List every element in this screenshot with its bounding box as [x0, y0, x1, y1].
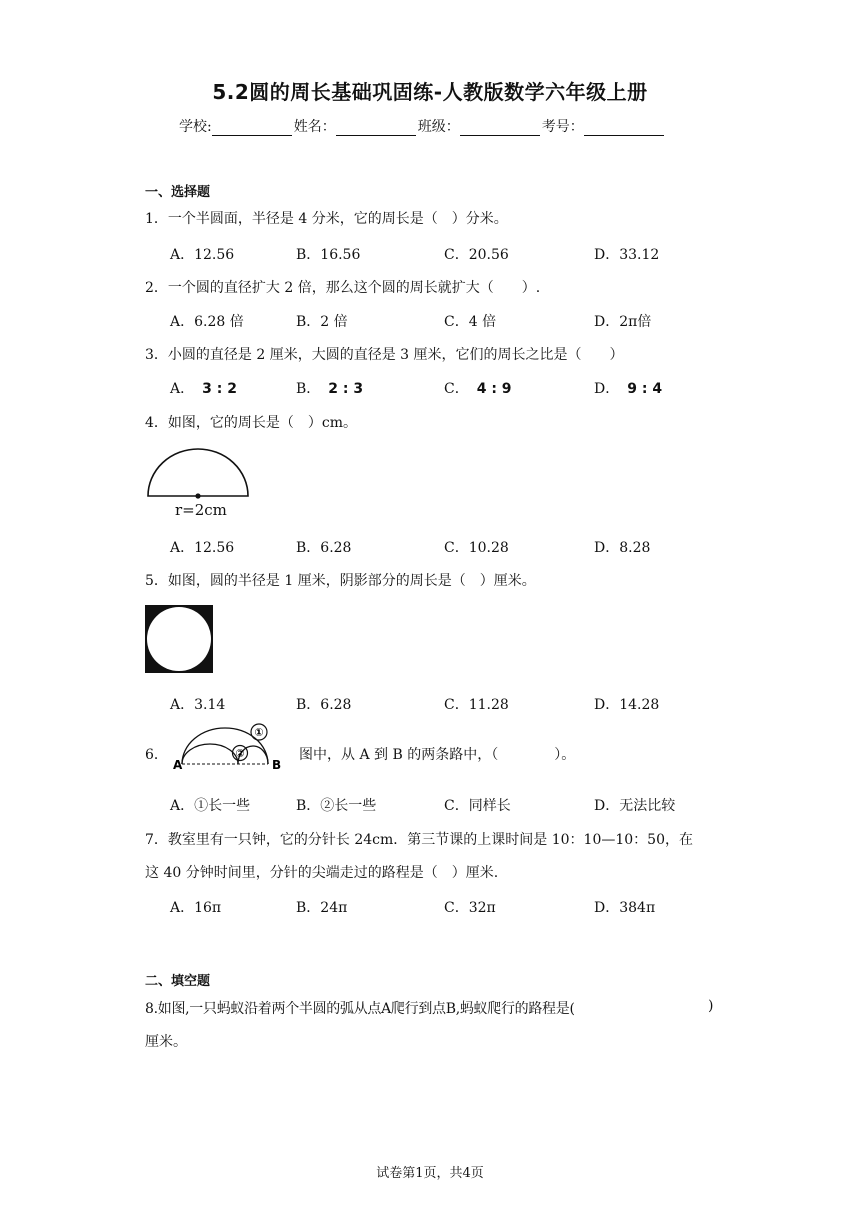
- q3-ratio-d: 9 : 4: [627, 381, 663, 397]
- figure-path1-label: ①: [254, 726, 264, 739]
- question-5: 5．如图，圆的半径是 1 厘米，阴影部分的周长是（ ）厘米。: [145, 573, 536, 589]
- q4-option-c: C．10.28: [444, 540, 509, 556]
- q6-option-c: C．同样长: [444, 798, 511, 814]
- q6-option-b: B．②长一些: [296, 798, 377, 814]
- q2-option-d: D．2π倍: [594, 314, 652, 330]
- figure-point-a: A: [173, 758, 183, 772]
- name-label: 姓名：: [293, 119, 336, 135]
- q7-option-b: B．24π: [296, 900, 348, 916]
- figure-path2-label: ②: [235, 747, 245, 760]
- q7-option-d: D．384π: [594, 900, 656, 916]
- q1-option-c: C．20.56: [444, 247, 509, 263]
- q2-option-a: A．6.28 倍: [170, 314, 244, 330]
- figure-point-b: B: [272, 758, 282, 772]
- q6-option-d: D．无法比较: [594, 798, 676, 814]
- q2-option-b: B．2 倍: [296, 314, 348, 330]
- q3-option-b: B． 2 : 3: [296, 381, 364, 397]
- school-blank: [212, 121, 292, 136]
- student-info-line: [179, 116, 666, 136]
- class-label: 班级：: [417, 119, 460, 135]
- q1-option-b: B．16.56: [296, 247, 361, 263]
- q4-option-d: D．8.28: [594, 540, 651, 556]
- question-8-close-paren: ): [708, 998, 714, 1014]
- q5-option-a: A．3.14: [170, 697, 226, 713]
- question-7-line2: 这 40 分钟时间里，分针的尖端走过的路程是（ ）厘米.: [145, 865, 499, 881]
- q2-option-c: C．4 倍: [444, 314, 497, 330]
- section-fill-heading: 二、填空题: [145, 974, 211, 989]
- exam-no-label: 考号：: [541, 119, 584, 135]
- q6-option-a: A．①长一些: [170, 798, 251, 814]
- q5-option-c: C．11.28: [444, 697, 509, 713]
- two-paths-figure: [170, 720, 290, 776]
- question-3: 3．小圆的直径是 2 厘米，大圆的直径是 3 厘米，它们的周长之比是（ ）: [145, 347, 624, 363]
- q3-option-d: D． 9 : 4: [594, 381, 663, 397]
- question-7-line1: 7．教室里有一只钟，它的分针长 24cm．第三节课的上课时间是 10：10—10：50，在: [145, 832, 693, 848]
- question-6-number: 6．: [145, 747, 168, 763]
- q7-option-c: C．32π: [444, 900, 496, 916]
- q4-option-b: B．6.28: [296, 540, 352, 556]
- q3-ratio-b: 2 : 3: [328, 381, 364, 397]
- semicircle-figure: [145, 444, 251, 500]
- q3-option-c: C． 4 : 9: [444, 381, 512, 397]
- page-title: 5.2圆的周长基础巩固练-人教版数学六年级上册: [212, 80, 648, 104]
- question-8-line1: 8.如图,一只蚂蚁沿着两个半圆的弧从点A爬行到点B,蚂蚁爬行的路程是(: [145, 1001, 575, 1017]
- q4-option-a: A．12.56: [170, 540, 235, 556]
- exam-no-blank: [584, 121, 664, 136]
- school-label: 学校:: [179, 119, 212, 135]
- q1-option-a: A．12.56: [170, 247, 235, 263]
- question-6: 图中，从 A 到 B 的两条路中，（ ）。: [299, 747, 576, 763]
- question-1: 1．一个半圆面，半径是 4 分米，它的周长是（ ）分米。: [145, 211, 508, 227]
- q5-option-b: B．6.28: [296, 697, 352, 713]
- shaded-square-circle-figure: [145, 605, 213, 673]
- question-4: 4．如图，它的周长是（ ）cm。: [145, 415, 358, 431]
- q3-ratio-c: 4 : 9: [476, 381, 512, 397]
- q3-ratio-a: 3 : 2: [202, 381, 237, 397]
- semicircle-radius-label: r=2cm: [175, 501, 227, 519]
- question-2: 2．一个圆的直径扩大 2 倍，那么这个圆的周长就扩大（ ）.: [145, 280, 541, 296]
- q1-option-d: D．33.12: [594, 247, 660, 263]
- question-8-line2: 厘米。: [145, 1034, 187, 1050]
- page-footer: 试卷第1页，共4页: [376, 1166, 484, 1181]
- q7-option-a: A．16π: [170, 900, 222, 916]
- name-blank: [336, 121, 416, 136]
- section-choice-heading: 一、选择题: [145, 185, 211, 200]
- q5-option-d: D．14.28: [594, 697, 660, 713]
- class-blank: [460, 121, 540, 136]
- q3-option-a: A． 3 : 2: [170, 381, 237, 397]
